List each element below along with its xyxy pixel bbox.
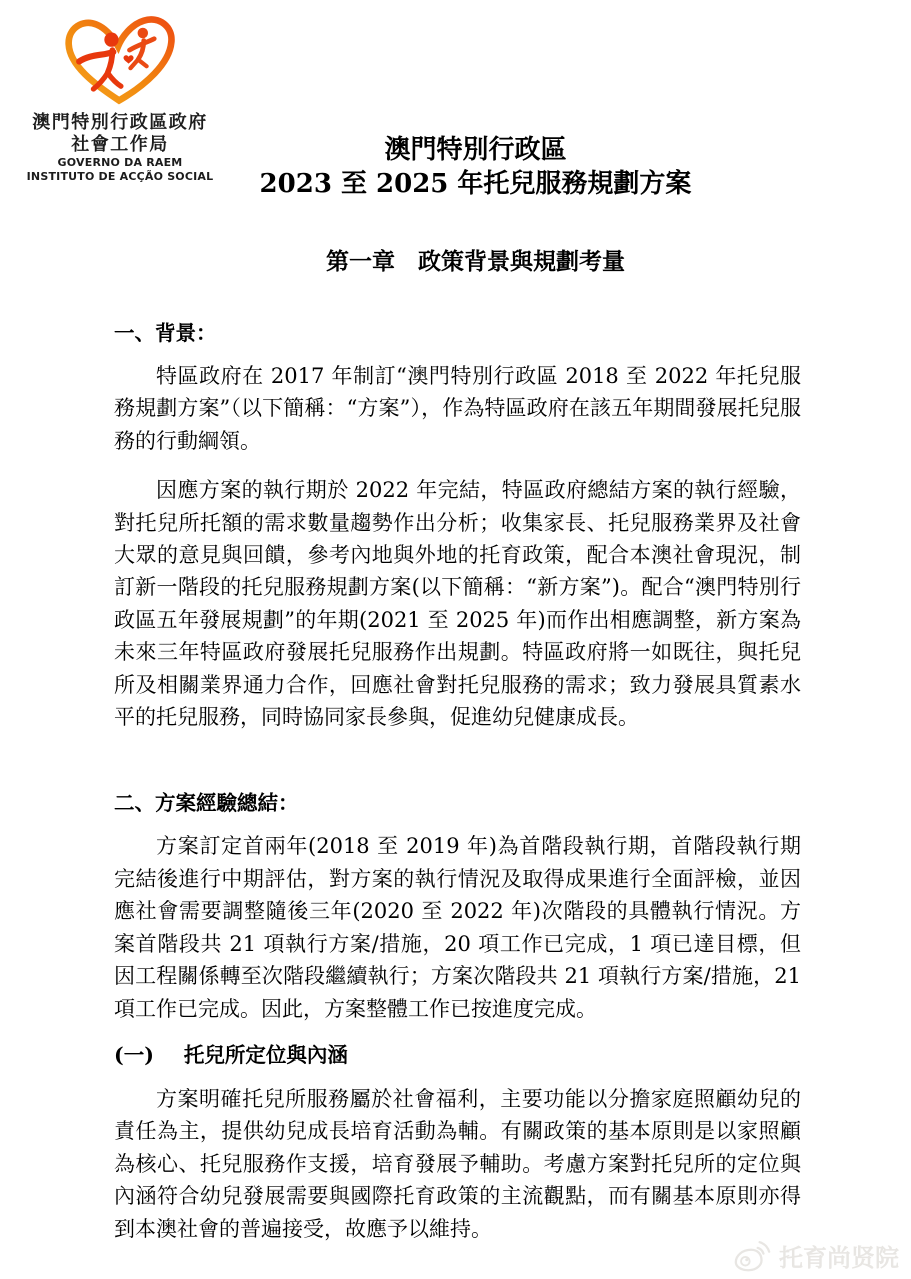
org-name-zh-line2: 社會工作局 <box>71 134 169 155</box>
watermark <box>732 1238 899 1273</box>
subsection-heading-positioning <box>114 1042 801 1068</box>
document-title <box>40 133 911 201</box>
heart-figures-logo-icon <box>58 14 182 109</box>
section-heading-background: 一、背景： <box>114 321 217 345</box>
title-line-1: 澳門特別行政區 <box>384 135 567 165</box>
org-name-zh-line1: 澳門特別行政區政府 <box>32 112 208 133</box>
weibo-icon <box>732 1239 772 1272</box>
paragraph-positioning-1: 方案明確托兒所服務屬於社會福利，主要功能以分擔家庭照顧幼兒的責任為主，提供幼兒成長培育活動為輔。有關政策的基本原則是以家照顧為核心、托兒服務作支援，培育發展予輔助。考慮方案對托兒所的定位與內涵符合幼兒發展需要與國際托育政策的主流觀點，而有關基本原則亦得到本澳社會的普遍接受，故應予以維持。 <box>114 1086 801 1241</box>
watermark-text: 托育尚贤院 <box>779 1244 899 1272</box>
subsection-number: (一) <box>114 1042 154 1067</box>
title-line-2: 2023 至 2025 年托兒服務規劃方案 <box>259 169 692 199</box>
paragraph-background-2: 因應方案的執行期於 2022 年完結，特區政府總結方案的執行經驗，對托兒所托額的需求數量趨勢作出分析；收集家長、托兒服務業界及社會大眾的意見與回饋，參考內地與外地的托育政策，配合本澳社會現況，制訂新一階段的托兒服務規劃方案(以下簡稱：“新方案”)。配合“澳門特別行政區五年發展規劃”的年期(2021 至 2025 年)而作出相應調整，新方案為未來三年特區政府發展托兒服務作出規劃。特區政府將一如既往，與托兒所及相關業界通力合作，回應社會對托兒服務的需求；致力發展具質素水平的托兒服務，同時協同家長參與，促進幼兒健康成長。 <box>114 478 801 730</box>
paragraph-experience-summary-1: 方案訂定首兩年(2018 至 2019 年)為首階段執行期，首階段執行期完結後進行中期評估，對方案的執行情況及取得成果進行全面評檢，並因應社會需要調整隨後三年(2020 至 2022 年)次階段的具體執行情況。方案首階段共 21 項執行方案/措施，20 項工作已完成，1 項已達目標，但因工程關係轉至次階段繼續執行；方案次階段共 21 項執行方案/措施，21 項工作已完成。因此，方案整體工作已按進度完成。 <box>114 834 801 1021</box>
org-name-pt-line2: INSTITUTO DE ACÇÃO SOCIAL <box>26 169 214 183</box>
chapter-heading: 第一章 政策背景與規劃考量 <box>326 248 625 275</box>
subsection-title: 托兒所定位與內涵 <box>183 1042 348 1067</box>
section-heading-experience-summary: 二、方案經驗總結： <box>114 791 299 816</box>
org-name-pt-line1: GOVERNO DA RAEM <box>57 156 183 169</box>
document-body <box>114 320 801 1262</box>
paragraph-background-1: 特區政府在 2017 年制訂“澳門特別行政區 2018 至 2022 年托兒服務規劃方案”（以下簡稱：“方案”），作為特區政府在該五年期間發展托兒服務的行動綱領。 <box>114 364 801 453</box>
